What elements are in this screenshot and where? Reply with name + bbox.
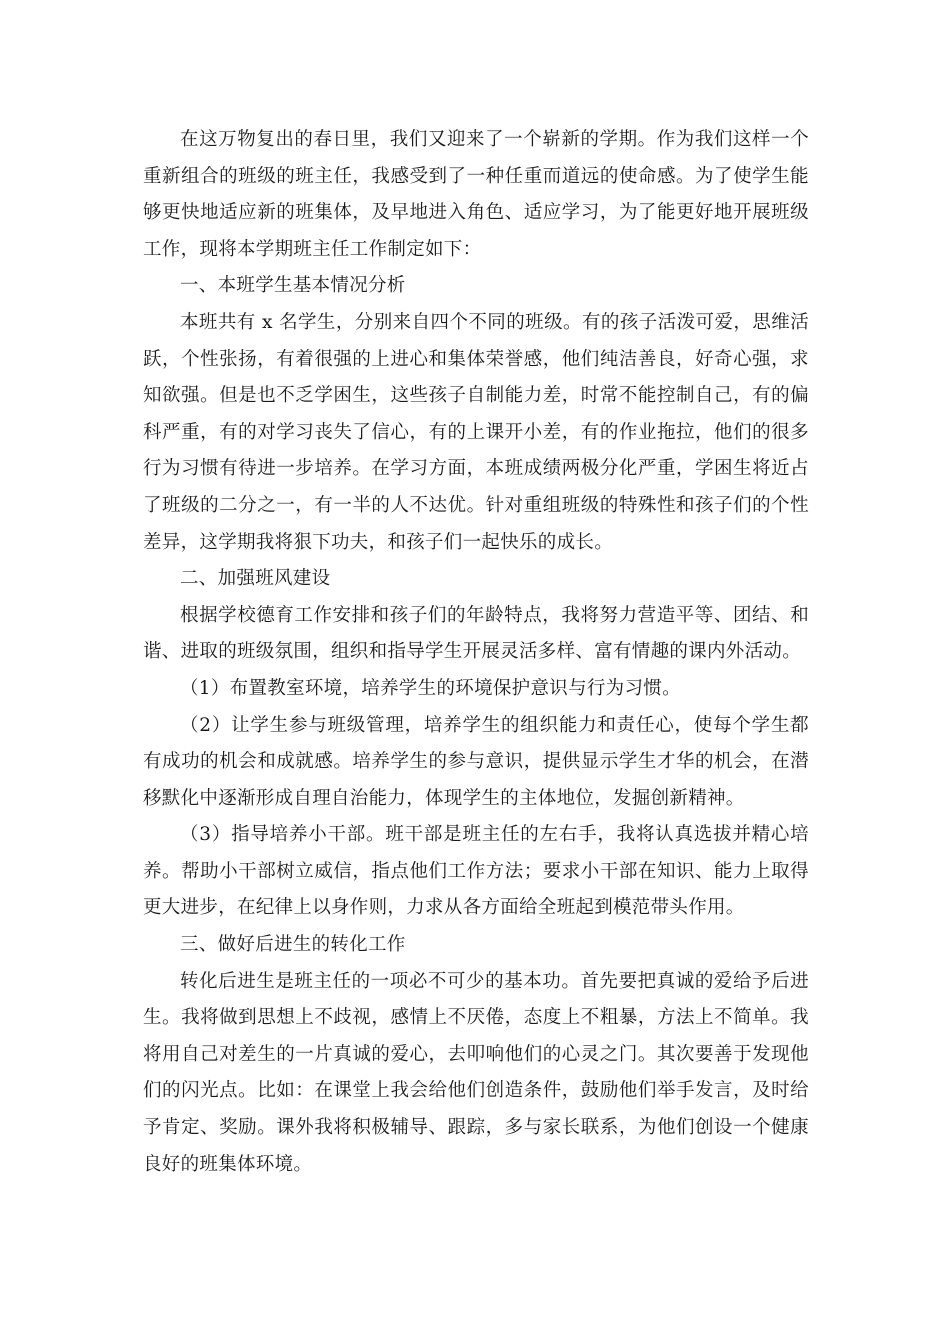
class-analysis-paragraph: 本班共有 x 名学生，分别来自四个不同的班级。有的孩子活泼可爱，思维活跃，个性张扬，有着很强的上进心和集体荣誉感，他们纯洁善良，好奇心强，求知欲强。但是也不乏学困生，这些孩子自制能力差，时常不能控制自己，有的偏科严重，有的对学习丧失了信心，有的上课开小差，有的作业拖拉，他们的很多行为习惯有待进一步培养。在学习方面，本班成绩两极分化严重，学困生将近占了班级的二分之一，有一半的人不达优。针对重组班级的特殊性和孩子们的个性差异，这学期我将狠下功夫，和孩子们一起快乐的成长。 xyxy=(143,311,809,553)
section-heading-1: 一、本班学生基本情况分析 xyxy=(180,275,406,297)
document-page xyxy=(143,122,809,1183)
class-style-paragraph: 根据学校德育工作安排和孩子们的年龄特点，我将努力营造平等、团结、和谐、进取的班级氛围，组织和指导学生开展灵活多样、富有情趣的课内外活动。 xyxy=(143,604,809,663)
list-item-2: （2）让学生参与班级管理，培养学生的组织能力和责任心，使每个学生都有成功的机会和成就感。培养学生的参与意识，提供显示学生才华的机会，在潜移默化中逐渐形成自理自治能力，体现学生的主体地位，发掘创新精神。 xyxy=(143,714,809,809)
section-heading-2: 二、加强班风建设 xyxy=(180,568,331,590)
list-item-3: （3）指导培养小干部。班干部是班主任的左右手，我将认真选拔并精心培养。帮助小干部树立威信，指点他们工作方法；要求小干部在知识、能力上取得更大进步，在纪律上以身作则，力求从各方面给全班起到模范带头作用。 xyxy=(143,824,809,919)
intro-paragraph: 在这万物复出的春日里，我们又迎来了一个崭新的学期。作为我们这样一个重新组合的班级的班主任，我感受到了一种任重而道远的使命感。为了使学生能够更快地适应新的班集体，及早地进入角色、适应学习，为了能更好地开展班级工作，现将本学期班主任工作制定如下： xyxy=(143,129,809,260)
transformation-paragraph: 转化后进生是班主任的一项必不可少的基本功。首先要把真诚的爱给予后进生。我将做到思想上不歧视，感情上不厌倦，态度上不粗暴，方法上不简单。我将用自己对差生的一片真诚的爱心，去叩响他们的心灵之门。其次要善于发现他们的闪光点。比如：在课堂上我会给他们创造条件，鼓励他们举手发言，及时给予肯定、奖励。课外我将积极辅导、跟踪，多与家长联系，为他们创设一个健康良好的班集体环境。 xyxy=(143,970,809,1175)
list-item-1: （1）布置教室环境，培养学生的环境保护意识与行为习惯。 xyxy=(180,677,681,699)
section-heading-3: 三、做好后进生的转化工作 xyxy=(180,934,406,956)
